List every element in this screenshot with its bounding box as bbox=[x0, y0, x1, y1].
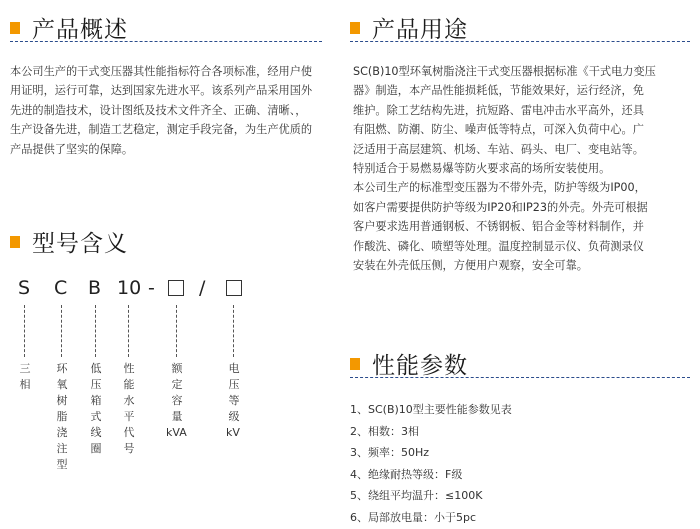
usage-line: 安装在外壳低压侧，方便用户观察，安全可靠。 bbox=[353, 259, 588, 273]
performance-title: 性能参数 bbox=[372, 353, 468, 379]
model-title: 型号含义 bbox=[32, 231, 128, 257]
model-char-s: S bbox=[18, 277, 31, 299]
model-char-slash: / bbox=[199, 277, 206, 299]
leader-line bbox=[24, 305, 25, 357]
label-voltage-class: 电压等级 bbox=[228, 362, 240, 423]
usage-divider bbox=[350, 41, 690, 42]
leader-line bbox=[128, 305, 129, 357]
orange-square-icon bbox=[350, 358, 360, 370]
label-performance-code: 性能水平代号 bbox=[123, 362, 135, 455]
leader-line bbox=[176, 305, 177, 357]
label-epoxy-cast: 环氧树脂浇注型 bbox=[56, 362, 68, 471]
leader-line bbox=[233, 305, 234, 357]
orange-square-icon bbox=[10, 236, 20, 248]
overview-line: 产品提供了坚实的保障。 bbox=[10, 142, 134, 156]
overview-text bbox=[10, 62, 330, 159]
usage-title: 产品用途 bbox=[372, 17, 468, 43]
orange-square-icon bbox=[10, 22, 20, 34]
usage-line: 如客户需要提供防护等级为IP20和IP23的外壳。外壳可根据 bbox=[353, 200, 648, 214]
performance-header bbox=[350, 347, 468, 380]
usage-line: 作酸洗、磷化、喷塑等处理。温度控制显示仪、负荷测录仪 bbox=[353, 239, 644, 253]
overview-line: 本公司生产的干式变压器其性能指标符合各项标准，经用户使 bbox=[10, 65, 313, 78]
performance-divider bbox=[350, 377, 690, 378]
unit-kva: kVA bbox=[166, 426, 187, 439]
param-item: 1、SC(B)10型主要性能参数见表 bbox=[350, 403, 512, 416]
param-item: 2、相数：3相 bbox=[350, 424, 419, 438]
leader-line bbox=[95, 305, 96, 357]
voltage-placeholder-box bbox=[226, 280, 242, 296]
leader-line bbox=[61, 305, 62, 357]
model-char-dash: - bbox=[148, 277, 155, 299]
param-item: 3、频率：50Hz bbox=[350, 446, 430, 460]
model-char-b: B bbox=[88, 277, 102, 299]
usage-line: 特别适合于易燃易爆等防火要求高的场所安装使用。 bbox=[353, 162, 611, 176]
usage-line: 维护。除工艺结构先进，抗短路、雷电冲击水平高外，还具 bbox=[353, 103, 644, 117]
capacity-placeholder-box bbox=[168, 280, 184, 296]
performance-list bbox=[350, 399, 512, 529]
overview-line: 生产设备先进，制造工艺稳定，测定手段完备，为生产优质的 bbox=[10, 123, 313, 137]
unit-kv: kV bbox=[226, 426, 240, 439]
usage-line: 有阻燃、防潮、防尘、噪声低等特点，可深入负荷中心。广 bbox=[353, 123, 644, 137]
overview-divider bbox=[10, 41, 322, 42]
orange-square-icon bbox=[350, 22, 360, 34]
overview-header bbox=[10, 11, 128, 44]
param-item: 6、局部放电量：小于5pc bbox=[350, 510, 477, 524]
usage-line: 本公司生产的标准型变压器为不带外壳，防护等级为IP00， bbox=[353, 181, 646, 195]
overview-line: 用证明，运行可靠，达到国家先进水平。该系列产品采用国外 bbox=[10, 84, 313, 98]
model-header bbox=[10, 225, 128, 258]
model-char-c: C bbox=[54, 277, 68, 299]
model-char-10: 10 bbox=[117, 277, 142, 299]
usage-line: SC(B)10型环氧树脂浇注干式变压器根据标准《干式电力变压 bbox=[353, 65, 656, 78]
usage-line: 客户要求选用普通钢板、不锈钢板、铝合金等材料制作，并 bbox=[353, 220, 644, 234]
overview-title: 产品概述 bbox=[32, 17, 128, 43]
param-item: 5、绕组平均温升：≤100K bbox=[350, 489, 483, 503]
usage-header bbox=[350, 11, 468, 44]
model-code bbox=[0, 277, 260, 305]
label-rated-capacity: 额定容量 bbox=[171, 362, 183, 423]
usage-text bbox=[353, 62, 679, 275]
label-three-phase: 三相 bbox=[19, 362, 31, 391]
usage-line: 泛适用于高层建筑、机场、车站、码头、电厂、变电站等。 bbox=[353, 142, 644, 156]
usage-line: 器》制造，本产品性能损耗低，节能效果好，运行经济，免 bbox=[353, 84, 644, 98]
param-item: 4、绝缘耐热等级：F级 bbox=[350, 467, 463, 481]
overview-line: 先进的制造技术，设计图纸及技术文件齐全、正确、清晰、， bbox=[10, 103, 307, 117]
label-lv-box-coil: 低压箱式线圈 bbox=[90, 362, 102, 455]
